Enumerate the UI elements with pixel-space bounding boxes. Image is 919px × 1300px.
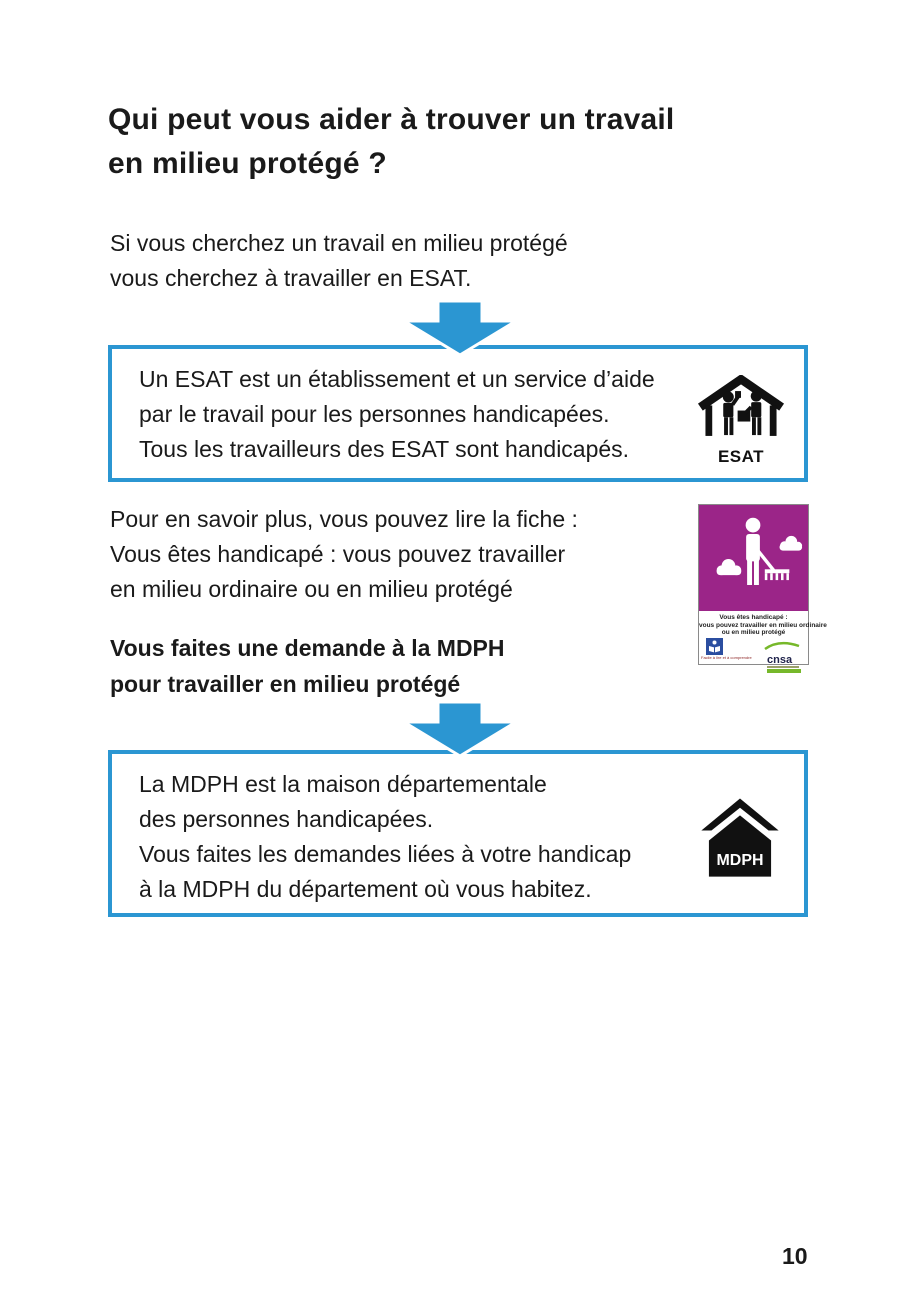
page-number: 10 [782,1243,808,1269]
down-arrow-icon [404,301,516,355]
esat-info-box [108,345,808,482]
down-arrow-icon [404,702,516,756]
cnsa-logo [761,637,803,673]
mdph-demand-paragraph: Vous faites une demande à la MDPH pour travailler en milieu protégé [110,635,505,697]
esat-house-icon [696,375,786,467]
esat-box-text: Un ESAT est un établissement et un service d’aide par le travail pour les personnes handicapées. Tous les travailleurs des ESAT sont handicapés. [139,366,655,462]
fiche-thumbnail [698,504,827,666]
thumbnail-cover [699,505,808,611]
cnsa-green-bar [767,669,801,673]
intro-paragraph: Si vous cherchez un travail en milieu protégé vous cherchez à travailler en ESAT. [110,230,568,291]
mdph-info-box [108,750,808,917]
mdph-house-icon [698,796,782,885]
thumbnail-logos [699,637,808,665]
fiche-paragraph: Pour en savoir plus, vous pouvez lire la fiche : Vous êtes handicapé : vous pouvez travailler en milieu ordinaire ou en milieu protégé [110,506,578,602]
mdph-box-text: La MDPH est la maison départementale des personnes handicapées. Vous faites les demandes liées à votre handicap à la MDPH du département où vous habitez. [139,771,632,902]
esat-house-graphic [697,375,785,441]
cnsa-tagline-bar [767,666,799,668]
mdph-icon-label: MDPH [716,851,764,869]
easy-to-read-logo-icon [706,638,723,655]
esat-icon-label: ESAT [717,447,765,466]
thumbnail-caption: Vous êtes handicapé : vous pouvez travailler en milieu ordinaire ou en milieu protégé [699,614,827,636]
cnsa-arc-icon [761,641,801,650]
page-title: Qui peut vous aider à trouver un travail en milieu protégé ? [108,103,675,180]
easy-to-read-logo-caption: Facile à lire et à comprendre [701,654,752,660]
raking-person-icon [699,505,808,611]
cnsa-logo-text: cnsa [767,653,793,666]
